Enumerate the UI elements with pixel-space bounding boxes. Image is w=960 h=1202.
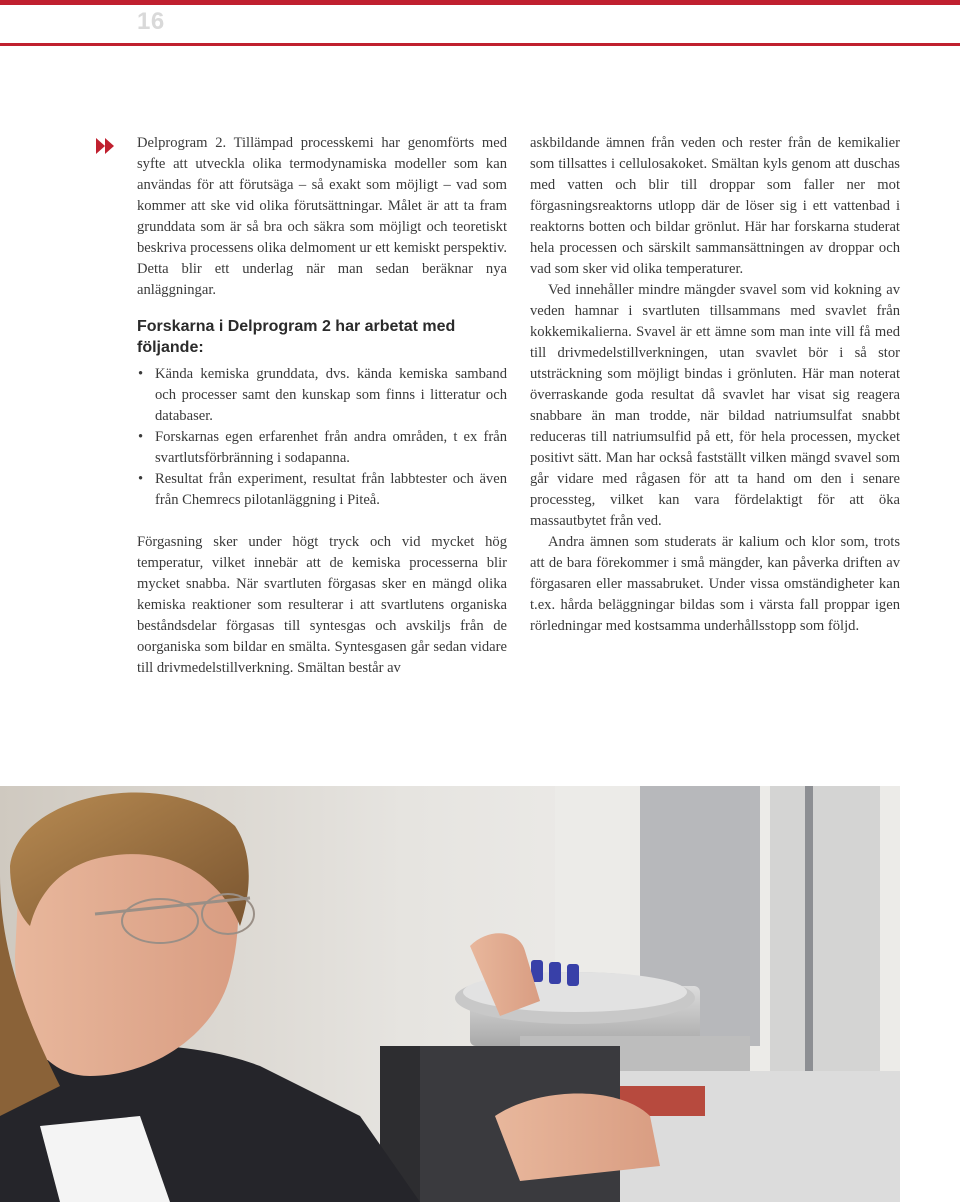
bullet-icon: • [138,471,144,487]
double-chevron-icon [96,138,118,154]
bullet-list [137,364,507,511]
right-column [530,133,900,637]
header-rule-bottom [0,43,960,46]
laboratory-illustration [0,786,900,1202]
body-paragraph: Förgasning sker under högt tryck och vid mycket hög temperatur, vilket innebär att de kemiska processerna blir mycket snabba. När svartluten förgasas sker en mängd olika kemiska reaktioner som resulterar i att svartlutens organiska beståndsdelar förgasas till syntesgas och avskiljs från de oorganiska som bildar en smälta. Syntesgasen går sedan vidare till drivmedelstillverkning. Smältan består av [137,534,507,676]
header-rule-top [0,0,960,5]
body-paragraph: Ved innehåller mindre mängder svavel som vid kokning av veden hamnar i svartluten tillsammans med svavlet från kokkemikalierna. Svavel är ett ämne som man inte vill få med till drivmedelstillverkningen, utan svavlet bör i så stor utsträckning som möjligt bindas i grönluten. Här man noterat överraskande goda resultat då svavlet har visat sig reagera snabbare än man trodde, när bildad natriumsulfat snabbt reduceras till natriumsulfid på ett, för hela processen, mycket positivt sätt. Man har också fastställt vilken mängd svavel som går vidare med rågasen för att ta hand om den i senare processteg, vilket kan vara fördelaktigt för att öka massautbytet från ved. [530,282,900,529]
section-heading: Forskarna i Delprogram 2 har arbetat med följande: [137,318,456,356]
list-item: • Resultat från experiment, resultat från labbtester och även från Chemrecs pilotanläggning i Piteå. [138,471,507,508]
bullet-icon: • [138,366,144,382]
intro-paragraph: Delprogram 2. Tillämpad processkemi har genomförts med syfte att utveckla olika termodynamiska modeller som kan användas för att förutsäga – så exakt som möjligt – vad som kommer att ske vid olika förutsättningar. Målet är att ta fram grunddata som är så bra och säkra som möjligt och teoretiskt beskriva processens olika delmoment ur ett kemiskt perspektiv. Detta blir ett underlag när man sedan beräknar nya anläggningar. [137,135,507,298]
laboratory-photo [0,786,900,1202]
page-number: 16 [137,8,165,35]
left-column [137,133,507,679]
list-item: • Forskarnas egen erfarenhet från andra områden, t ex från svartlutsförbränning i sodapanna. [138,429,507,466]
list-item: • Kända kemiska grunddata, dvs. kända kemiska samband och processer samt den kunskap som finns i litteratur och databaser. [138,366,507,424]
body-paragraph: Andra ämnen som studerats är kalium och klor som, trots att de bara förekommer i små mängder, kan påverka driften av förgasaren eller massabruket. Under vissa omständigheter kan t.ex. hårda beläggningar bildas som i värsta fall proppar igen rörledningar med kostsamma underhållsstopp som följd. [530,534,900,634]
body-paragraph: askbildande ämnen från veden och rester från de kemikalier som tillsattes i cellulosakoket. Smältan kyls genom att duschas med vatten och blir till droppar som faller ner mot förgasningsreaktorns utlopp där de löser sig i ett vattenbad i reaktorns botten och bildar grönlut. Här har forskarna studerat hela processen och särskilt sammansättningen av droppar och vad som sker vid olika temperaturer. [530,135,900,277]
bullet-icon: • [138,429,144,445]
